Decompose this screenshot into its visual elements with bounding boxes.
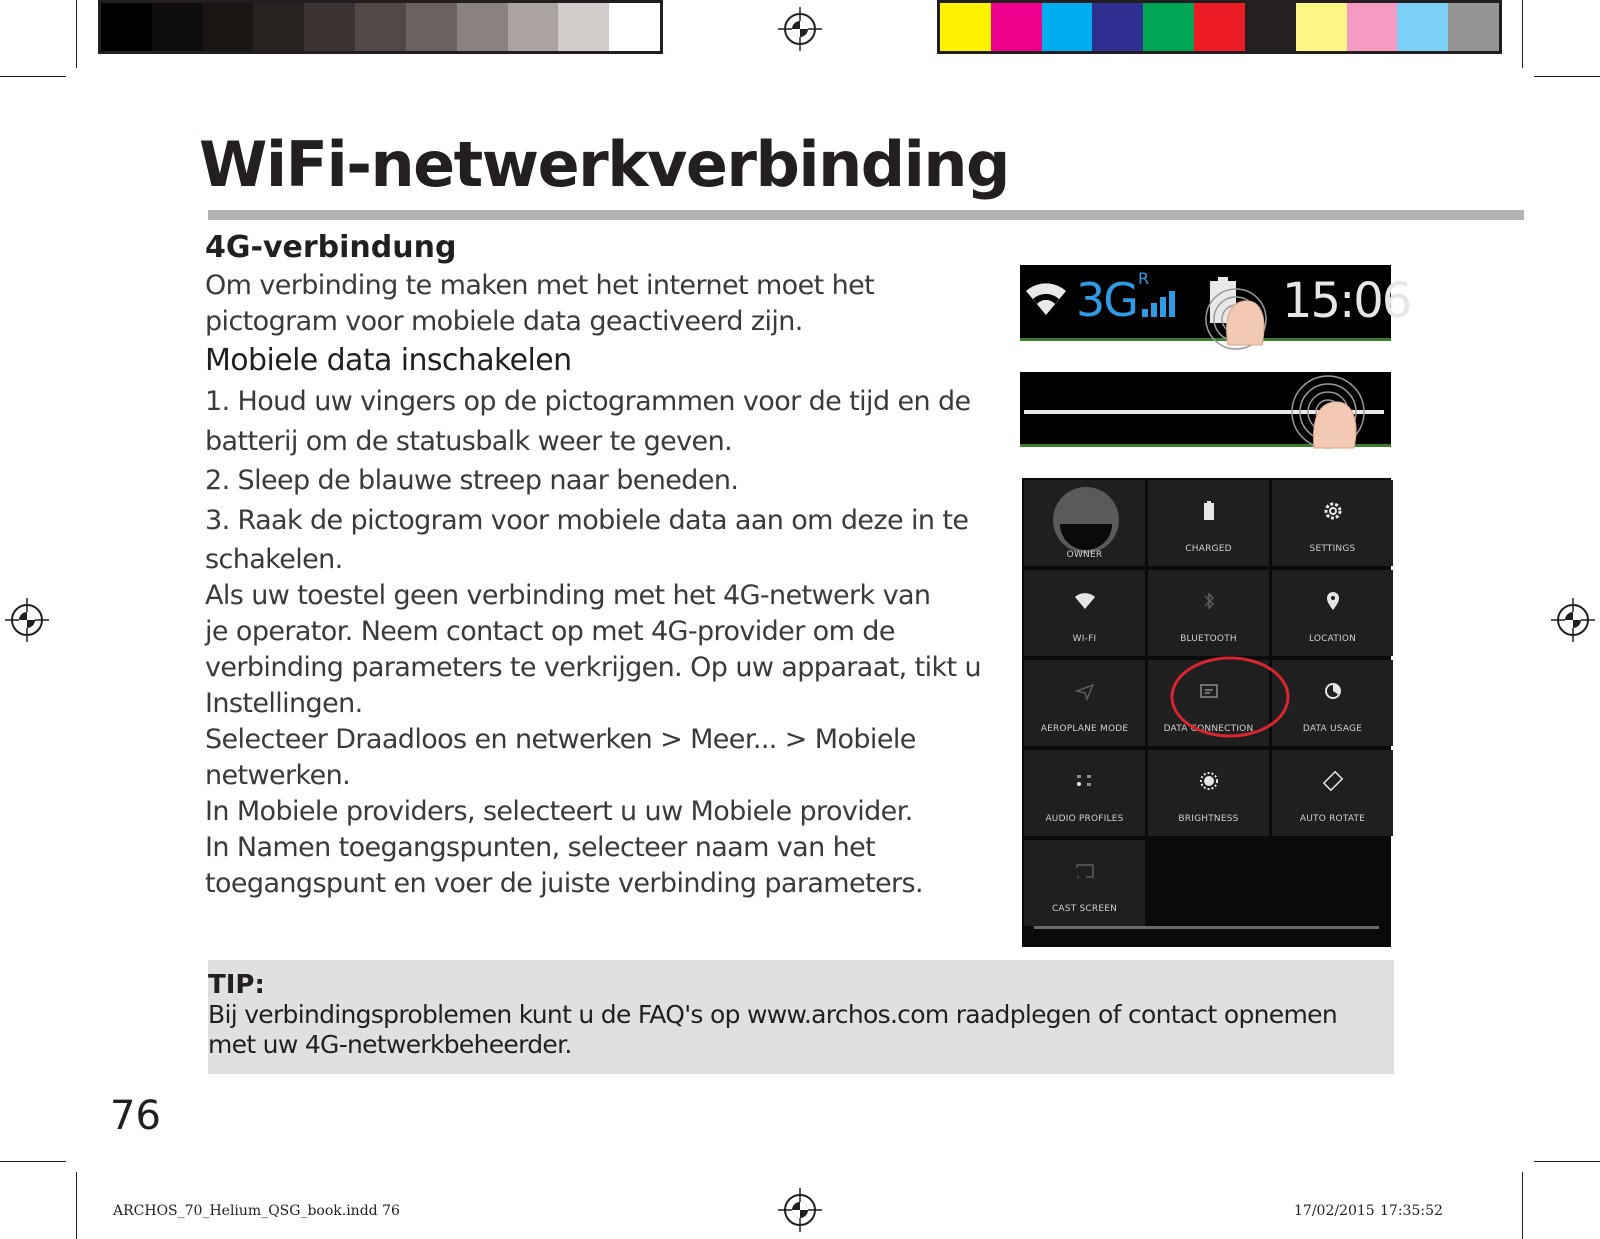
tile-label: DATA CONNECTION [1163, 724, 1254, 734]
registration-mark-icon [778, 7, 822, 51]
color-swatch [1042, 3, 1093, 51]
battery-icon [1198, 500, 1220, 522]
crop-mark [76, 1172, 77, 1239]
crop-mark [1534, 1161, 1600, 1162]
drag-statusbar-screenshot [1020, 372, 1391, 447]
clock-time: 15:06 [1282, 273, 1411, 329]
tile-label: AEROPLANE MODE [1040, 724, 1129, 734]
tile-label: BRIGHTNESS [1178, 814, 1239, 824]
step-text: 1. Houd uw vingers op de pictogrammen voor de tijd en de [205, 386, 971, 417]
highlight-circle [1170, 656, 1290, 738]
color-swatch [940, 3, 991, 51]
registration-mark-icon [5, 598, 49, 642]
color-swatch [203, 3, 254, 51]
paragraph-line: Selecteer Draadloos en netwerken > Meer... > Mobiele [205, 724, 916, 755]
tile-label: WI-FI [1072, 634, 1097, 644]
location-pin-icon [1322, 590, 1344, 612]
tip-box [208, 960, 1394, 1074]
tile-label: CAST SCREEN [1051, 904, 1118, 914]
crop-mark [0, 1161, 66, 1162]
process-color-bar [937, 0, 1502, 54]
gear-icon [1322, 500, 1344, 522]
paragraph-line: In Namen toegangspunten, selecteer naam van het [205, 832, 876, 863]
tile-bluetooth[interactable] [1148, 570, 1269, 656]
tile-label: AUDIO PROFILES [1045, 814, 1124, 824]
step-text: 3. Raak de pictogram voor mobiele data aan om deze in te [205, 505, 969, 536]
network-type-label: 3G [1076, 273, 1137, 327]
color-swatch [101, 3, 152, 51]
paragraph-line: In Mobiele providers, selecteert u uw Mobiele provider. [205, 796, 913, 827]
page-number: 76 [110, 1093, 161, 1139]
finger-tap-icon [1188, 281, 1298, 345]
tile-label: LOCATION [1308, 634, 1357, 644]
color-swatch [355, 3, 406, 51]
tile-label: OWNER [1066, 550, 1103, 560]
tile-label: DATA USAGE [1302, 724, 1363, 734]
color-swatch [1296, 3, 1347, 51]
tile-wifi[interactable] [1024, 570, 1145, 656]
crop-mark [1534, 76, 1600, 77]
bluetooth-icon [1198, 590, 1220, 612]
step-text: 2. Sleep de blauwe streep naar beneden. [205, 465, 739, 496]
finger-drag-icon [1278, 372, 1388, 448]
intro-text: Om verbinding te maken met het internet moet het [205, 270, 875, 301]
slug-filename: ARCHOS_70_Helium_QSG_book.indd 76 [113, 1203, 400, 1219]
airplane-icon [1074, 680, 1096, 702]
paragraph-line: Instellingen. [205, 688, 363, 719]
roaming-indicator: R [1138, 269, 1150, 288]
tile-label: SETTINGS [1309, 544, 1356, 554]
paragraph-line: Als uw toestel geen verbinding met het 4G-netwerk van [205, 580, 931, 611]
color-swatch [1397, 3, 1448, 51]
status-bar-screenshot [1020, 265, 1411, 341]
data-usage-icon [1322, 680, 1344, 702]
registration-mark-icon [1551, 598, 1595, 642]
paragraph-line: toegangspunt en voer de juiste verbinding parameters. [205, 868, 923, 899]
tip-text: Bij verbindingsproblemen kunt u de FAQ's op www.archos.com raadplegen of contact opnemen met uw 4G-netwerkbeheerder. [208, 1000, 1337, 1059]
paragraph-line: netwerken. [205, 760, 351, 791]
color-swatch [406, 3, 457, 51]
color-swatch [1143, 3, 1194, 51]
step-text: schakelen. [205, 544, 343, 575]
color-swatch [1245, 3, 1296, 51]
tile-charged[interactable] [1148, 480, 1269, 566]
tile-location[interactable] [1272, 570, 1393, 656]
tile-auto-rotate[interactable] [1272, 750, 1393, 836]
tile-audio-profiles[interactable] [1024, 750, 1145, 836]
color-swatch [1194, 3, 1245, 51]
tile-aeroplane-mode[interactable] [1024, 660, 1145, 746]
color-swatch [991, 3, 1042, 51]
color-swatch [304, 3, 355, 51]
color-swatch [1347, 3, 1398, 51]
paragraph-line: verbinding parameters te verkrijgen. Op uw apparaat, tikt u [205, 652, 982, 683]
cast-screen-icon [1074, 860, 1096, 882]
crop-mark [1522, 0, 1523, 68]
page-title: WiFi-netwerkverbinding [199, 128, 1009, 201]
slug-time: 17:35:52 [1380, 1203, 1443, 1219]
tip-title: TIP: [208, 970, 265, 1000]
crop-mark [0, 76, 66, 77]
color-swatch [558, 3, 609, 51]
color-swatch [1448, 3, 1499, 51]
slug-date: 17/02/2015 [1294, 1203, 1375, 1219]
color-swatch [1092, 3, 1143, 51]
panel-handle[interactable] [1034, 926, 1379, 929]
step-text: batterij om de statusbalk weer te geven. [205, 426, 733, 457]
title-rule [208, 210, 1524, 220]
section-heading: 4G-verbindung [205, 230, 457, 265]
avatar-icon [1046, 484, 1126, 554]
intro-text: pictogram voor mobiele data geactiveerd zijn. [205, 306, 803, 337]
crop-mark [76, 0, 77, 68]
tile-label: AUTO ROTATE [1299, 814, 1366, 824]
brightness-icon [1198, 770, 1220, 792]
crop-mark [1522, 1172, 1523, 1239]
wifi-icon [1074, 590, 1096, 612]
color-swatch [253, 3, 304, 51]
color-swatch [609, 3, 660, 51]
quick-settings-panel [1022, 478, 1391, 947]
subheading: Mobiele data inschakelen [205, 343, 572, 378]
tile-cast-screen[interactable] [1024, 840, 1145, 926]
auto-rotate-icon [1322, 770, 1344, 792]
signal-icon [1142, 289, 1178, 317]
tile-data-usage[interactable] [1272, 660, 1393, 746]
color-swatch [508, 3, 559, 51]
registration-mark-icon [778, 1188, 822, 1232]
tile-owner[interactable] [1024, 480, 1145, 566]
tile-label: BLUETOOTH [1180, 634, 1237, 644]
tile-settings[interactable] [1272, 480, 1393, 566]
color-swatch [457, 3, 508, 51]
tile-label: CHARGED [1185, 544, 1232, 554]
paragraph-line: je operator. Neem contact op met 4G-provider om de [205, 616, 895, 647]
wifi-icon [1024, 279, 1068, 319]
color-swatch [152, 3, 203, 51]
tile-brightness[interactable] [1148, 750, 1269, 836]
grayscale-color-bar [98, 0, 663, 54]
audio-profiles-icon [1074, 770, 1096, 792]
